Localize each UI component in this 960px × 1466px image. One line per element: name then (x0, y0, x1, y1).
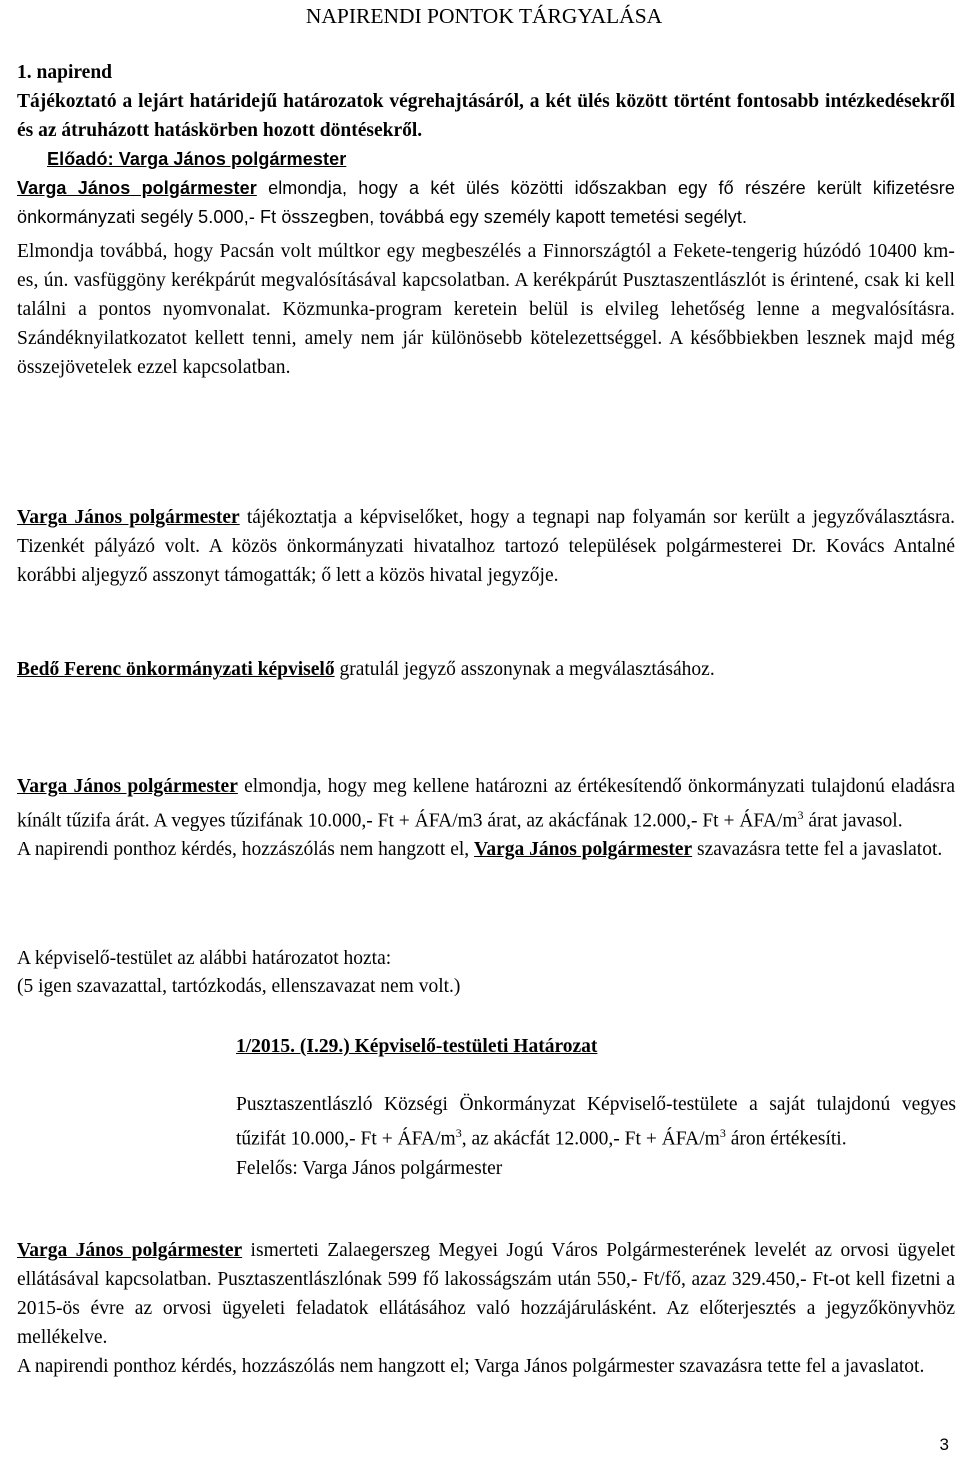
resolution-title: 1/2015. (I.29.) Képviselő-testületi Határozat (236, 1036, 598, 1057)
vote-line-1: A képviselő-testület az alábbi határozatot hozta: (17, 948, 392, 969)
page-title-text: NAPIRENDI PONTOK TÁRGYALÁSA (305, 4, 663, 28)
paragraph-6-main (17, 1236, 955, 1352)
vote-call-text-b: szavazásra tette fel a javaslatot. (692, 838, 943, 860)
speaker-name: Varga János polgármester (17, 776, 238, 797)
paragraph-1-text: elmondja, hogy a két ülés közötti időszakban egy fő részére került kifizetésre önkormányzati segély 5.000,- Ft összegben, továbbá egy személy kapott temetési segélyt. (17, 178, 955, 227)
superscript: 3 (455, 1126, 462, 1140)
paragraph-6 (17, 1236, 955, 1381)
paragraph-3-text: tájékoztatja a képviselőket, hogy a tegnapi nap folyamán sor került a jegyzőválasztásra. Tizenkét pályázó volt. A közös önkormányzati hivatalhoz tartozó települések polgármesterei Dr. Kovács Antalné korábbi aljegyző asszonyt támogatták; ő lett a közös hivatal jegyzője. (17, 507, 955, 586)
vote-result (17, 945, 955, 1001)
paragraph-6-text: ismerteti Zalaegerszeg Megyei Jogú Város Polgármesterének levelét az orvosi ügyelet ellátásával kapcsolatban. Pusztaszentlászlónak 599 fő lakosságszám után 550,- Ft/fő, azaz 329.450,- Ft-ot kell fizetni a 2015-ös évre az orvosi ügyeleti feladatok ellátásához való hozzájárulásként. Az előterjesztés a jegyzőkönyvhöz mellékelve. (17, 1240, 955, 1348)
speaker-name: Varga János polgármester (17, 178, 257, 198)
resolution-body (236, 1090, 956, 1183)
page-number: 3 (939, 1435, 949, 1454)
paragraph-5-vote-call (17, 836, 955, 864)
paragraph-5-text-b: árat javasol. (803, 810, 903, 832)
paragraph-4 (17, 655, 955, 684)
speaker-name: Varga János polgármester (17, 507, 240, 528)
vote-line-2: (5 igen szavazattal, tartózkodás, ellenszavazat nem volt.) (17, 976, 461, 997)
paragraph-1 (17, 174, 955, 232)
resolution-text (236, 1090, 956, 1154)
speaker-name: Bedő Ferenc önkormányzati képviselő (17, 659, 335, 680)
paragraph-5 (17, 773, 955, 864)
vote-call-text-a: A napirendi ponthoz kérdés, hozzászólás nem hangzott el, (17, 838, 475, 860)
superscript: 3 (797, 808, 804, 822)
paragraph-3 (17, 503, 955, 590)
resolution-text-a: Pusztaszentlászló Községi Önkormányzat Képviselő-testülete a saját tulajdonú vegyes tűzifát 10.000,- Ft + ÁFA/m (236, 1094, 956, 1150)
presenter-text: Előadó: Varga János polgármester (47, 149, 347, 169)
superscript: 3 (719, 1126, 726, 1140)
agenda-presenter (17, 145, 955, 174)
speaker-name: Varga János polgármester (474, 838, 693, 860)
paragraph-5-main (17, 773, 955, 836)
agenda-number: 1. napirend (17, 62, 113, 83)
paragraph-4-text: gratulál jegyző asszonynak a megválasztásához. (334, 659, 715, 680)
page-title (0, 2, 960, 30)
agenda-title: Tájékoztató a lejárt határidejű határozatok végrehajtásáról, a két ülés között történt fontosabb intézkedésekről és az átruházott hatáskörben hozott döntésekről. (17, 91, 955, 141)
resolution-responsible: Felelős: Varga János polgármester (236, 1157, 503, 1179)
speaker-name: Varga János polgármester (17, 1240, 243, 1261)
resolution-text-b: , az akácfát 12.000,- Ft + ÁFA/m (461, 1128, 720, 1150)
agenda-1-discussion (17, 145, 955, 382)
agenda-item-1 (17, 58, 955, 145)
paragraph-6-vote-call: A napirendi ponthoz kérdés, hozzászólás nem hangzott el; Varga János polgármester szavazásra tette fel a javaslatot. (17, 1356, 925, 1377)
resolution-text-c: áron értékesíti. (725, 1128, 847, 1150)
paragraph-5-text-a: elmondja, hogy meg kellene határozni az értékesítendő önkormányzati tulajdonú eladásra kínált tűzifa árát. A vegyes tűzifának 10.000,- Ft + ÁFA/m3 árat, az akácfának 12.000,- Ft + ÁFA/m (17, 776, 955, 832)
paragraph-2: Elmondja továbbá, hogy Pacsán volt múltkor egy megbeszélés a Finnországtól a Fekete-tengerig húzódó 10400 km-es, ún. vasfüggöny kerékpárút megvalósításával kapcsolatban. A kerékpárút Pusztaszentlászlót is érintené, csak ki kell találni a pontos nyomvonalat. Közmunka-program keretein belül is elvileg lehetőség lenne a megvalósításra. Szándéknyilatkozatot kellett tenni, amely nem jár különösebb kötelezettséggel. A későbbiekben lesznek majd még összejövetelek ezzel kapcsolatban. (17, 241, 955, 378)
